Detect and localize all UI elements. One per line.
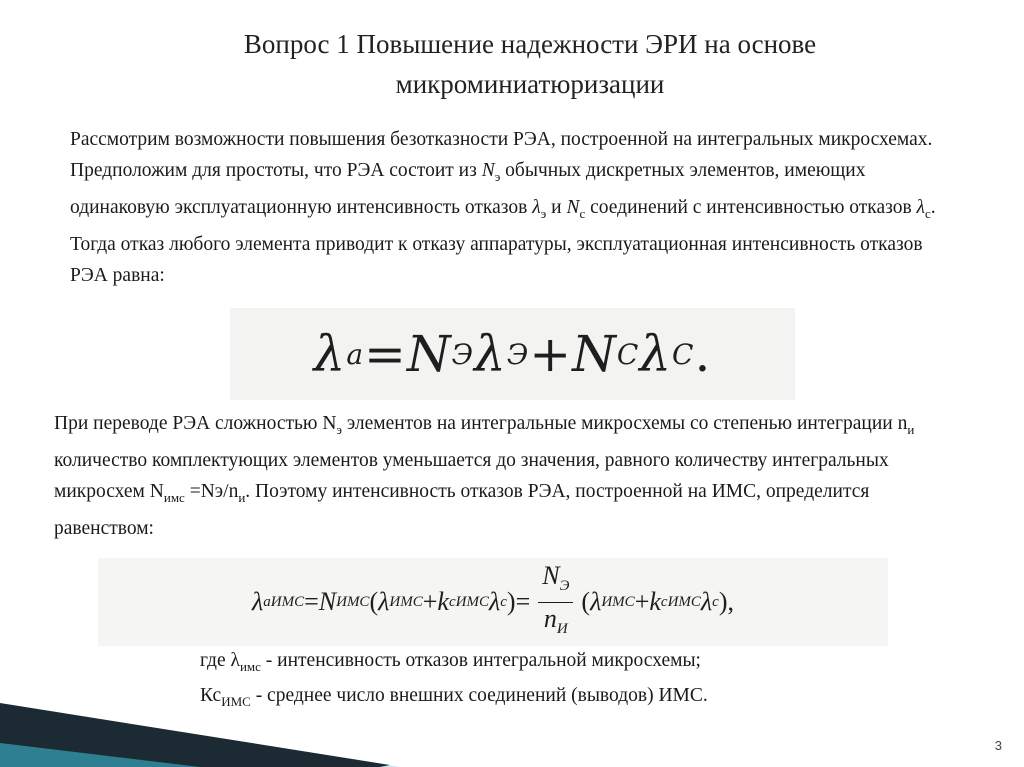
formula-total-failure-rate: λ a = N Э λ Э + N C λ C . bbox=[230, 308, 795, 400]
definition-lambda: где $\lambda_{имс}$ - интенсивность отказов интегральной микросхемы; bbox=[200, 650, 701, 674]
legend-definitions bbox=[200, 646, 960, 716]
paragraph-ims: При переводе РЭА сложностью $N_э$ элементов на интегральные микросхемы со степенью интеграции $n_и$ количество комплектующих элементов уменьшается до значения, равного количеству интегральных микросхем $N_{имс} =Nэ/n_и$. Поэтому интенсивность отказов РЭА, построенной на ИМС, определится равенством: bbox=[54, 413, 915, 539]
paragraph-intro: Рассмотрим возможности повышения безотказности РЭА, построенной на интегральных микросхемах. Предположим для простоты, что РЭА состоит из $N_э$ обычных дискретных элементов, имеющих одинаковую эксплуатационную интенсивность отказов $\lambda_э$ и $N_с$ соединений с интенсивностью отказов $\lambda_с$. Тогда отказ любого элемента приводит к отказу аппаратуры, эксплуатационная интенсивность отказов РЭА равна: bbox=[70, 129, 936, 286]
fraction: $\frac{N_Э}{n_И}$ bbox=[538, 560, 573, 645]
formula-ims-failure-rate: λ аИМС = N ИМС ( λ ИМС + k сИМС λ с ) = $\frac{N_Э}{n_И}$ ( λ ИМС + k сИМС λ с ) , bbox=[98, 558, 888, 646]
slide-title: Вопрос 1 Повышение надежности ЭРИ на основе микроминиатюризации bbox=[243, 29, 817, 99]
definition-kc: $Кс_{ИМС}$ - среднее число внешних соединений (выводов) ИМС. bbox=[200, 684, 708, 709]
page-number: 3 bbox=[994, 738, 1002, 753]
